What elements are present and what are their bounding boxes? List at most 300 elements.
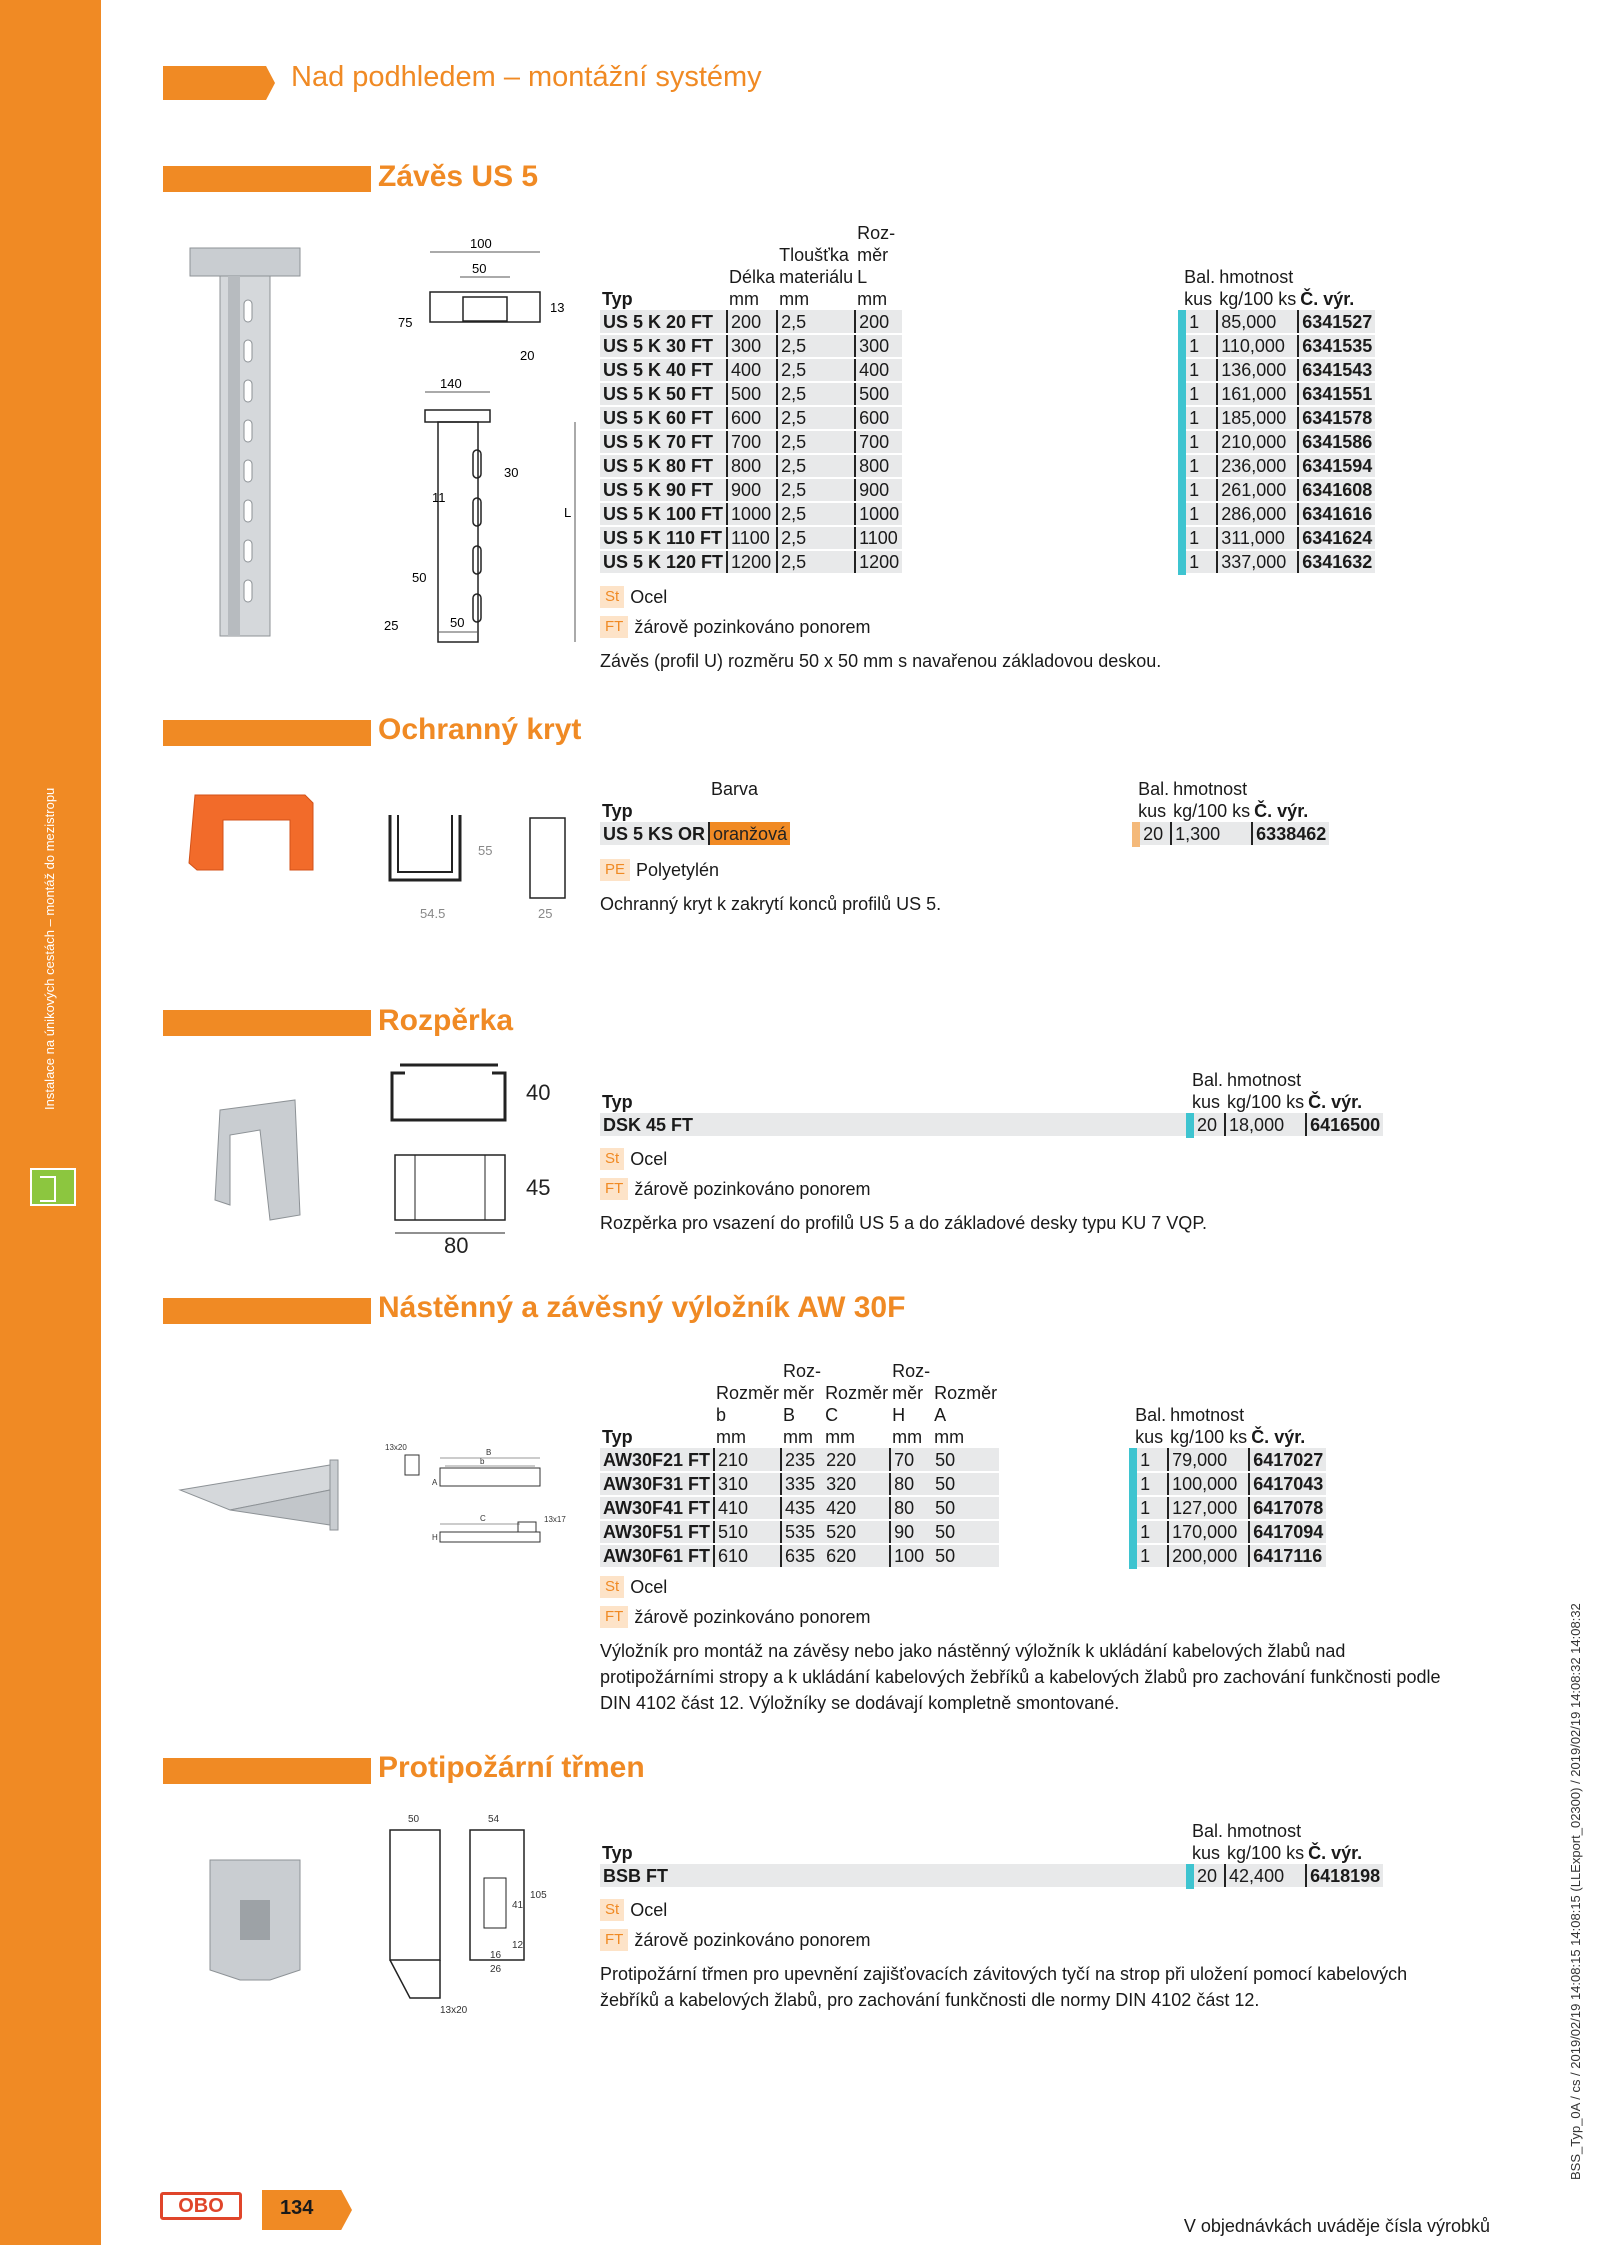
cell-rozmer-l: 400 — [855, 358, 902, 382]
table-row — [600, 430, 1375, 454]
legend-code: St — [600, 1576, 624, 1598]
dim-25: 25 — [384, 618, 399, 633]
legend-code: FT — [600, 616, 628, 638]
cell-tloustka: 2,5 — [777, 430, 855, 454]
us5-drawing — [380, 232, 580, 652]
hdr-bal-2: kus — [1192, 1092, 1221, 1112]
cell-typ: US 5 K 110 FT — [600, 526, 727, 550]
cell-bal: 1 — [1182, 430, 1217, 454]
cell-typ: US 5 K 30 FT — [600, 334, 727, 358]
cell-rozmer-b: 435 — [781, 1496, 823, 1520]
kryt-description: Ochranný kryt k zakrytí konců profilů US 5. — [600, 894, 942, 914]
cell-rozmer-l: 600 — [855, 406, 902, 430]
cell-gap — [902, 334, 1182, 358]
bsb-description: Protipožární třmen pro upevnění zajišťovacích závitových tyčí na strop při uložení pomocí kabelových žebříků a kabelových žlabů, pro zachování funkčnosti dle normy DIN 4102 část 12. — [600, 1964, 1408, 2010]
hdr-cislo-vyrobku: Č. výr. — [1308, 1843, 1363, 1863]
rozperka-dim-40: 40 — [526, 1080, 551, 1105]
hdr-hmotnost-1: hmotnost — [1219, 267, 1294, 287]
cell-cislo-vyrobku: 6341586 — [1298, 430, 1375, 454]
dim-30: 30 — [504, 465, 519, 480]
table-row — [600, 1113, 1383, 1137]
cell-hmotnost: 1,300 — [1171, 822, 1252, 846]
hdr-bal-2: kus — [1184, 289, 1213, 309]
cell-gap — [902, 310, 1182, 334]
cell-cislo-vyrobku: 6417043 — [1249, 1472, 1326, 1496]
legend-code: St — [600, 1899, 624, 1921]
header-tab — [163, 66, 275, 100]
table-row — [600, 550, 1375, 574]
cell-hmotnost: 170,000 — [1168, 1520, 1249, 1544]
dim-11: 11 — [432, 490, 446, 505]
legend-material — [600, 586, 667, 608]
cell-bal: 1 — [1133, 1544, 1168, 1568]
legend-text: žárově pozinkováno ponorem — [634, 1606, 871, 1627]
cell-hmotnost: 286,000 — [1217, 502, 1298, 526]
hdr-rozmer-h-1: měr — [892, 1383, 924, 1403]
cell-typ: US 5 K 60 FT — [600, 406, 727, 430]
cell-rozmer-c: 620 — [823, 1544, 890, 1568]
hdr-typ: Typ — [602, 801, 633, 821]
legend-material — [600, 1148, 667, 1170]
cell-tloustka: 2,5 — [777, 454, 855, 478]
cell-rozmer-c: 320 — [823, 1472, 890, 1496]
hdr-rozmer-b-0: Roz- — [783, 1361, 822, 1381]
hdr-bal-1: Bal. — [1192, 1070, 1224, 1090]
hdr-rozmer-2: měr — [857, 245, 889, 265]
dim-50c: 50 — [450, 615, 465, 630]
cell-rozmer-a: 50 — [932, 1448, 999, 1472]
cell-typ: US 5 K 20 FT — [600, 310, 727, 334]
cell-rozmer-c: 520 — [823, 1520, 890, 1544]
dim-140: 140 — [440, 376, 462, 391]
aw30-dim-13x17: 13x17 — [544, 1515, 566, 1524]
bsb-product-image — [200, 1850, 310, 1990]
hdr-rozmer-a-1: Rozměr — [934, 1383, 998, 1403]
cell-gap — [999, 1496, 1133, 1520]
legend-code: FT — [600, 1178, 628, 1200]
hdr-hmotnost-2: kg/100 ks — [1173, 801, 1251, 821]
hdr-hmotnost-2: kg/100 ks — [1227, 1092, 1305, 1112]
cell-cislo-vyrobku: 6417094 — [1249, 1520, 1326, 1544]
table-row — [600, 526, 1375, 550]
cell-delka: 700 — [727, 430, 777, 454]
legend-finish — [600, 1178, 870, 1200]
cell-bal: 1 — [1182, 478, 1217, 502]
hdr-barva: Barva — [711, 779, 759, 799]
cell-typ: AW30F41 FT — [600, 1496, 714, 1520]
kryt-dim-545: 54.5 — [420, 906, 446, 921]
us5-product-image — [180, 230, 320, 650]
hdr-hmotnost-2: kg/100 ks — [1227, 1843, 1305, 1863]
section-bar — [163, 1758, 371, 1784]
cell-rozmer-l: 700 — [855, 430, 902, 454]
cell-gap — [902, 526, 1182, 550]
cell-hmotnost: 236,000 — [1217, 454, 1298, 478]
bsb-dim-50: 50 — [408, 1814, 420, 1825]
cell-rozmer-b-small: 410 — [714, 1496, 781, 1520]
cell-gap — [902, 502, 1182, 526]
us5-table — [600, 222, 1375, 575]
table-row — [600, 1448, 1326, 1472]
cell-hmotnost: 85,000 — [1217, 310, 1298, 334]
legend-text: žárově pozinkováno ponorem — [634, 1929, 871, 1950]
aw30-dim-b-upper: B — [486, 1448, 492, 1457]
dim-50: 50 — [472, 261, 487, 276]
rozperka-dim-80: 80 — [444, 1233, 469, 1255]
cell-hmotnost: 161,000 — [1217, 382, 1298, 406]
bsb-table — [600, 1820, 1383, 1889]
hdr-bal-1: Bal. — [1135, 1405, 1167, 1425]
cell-bal: 1 — [1182, 454, 1217, 478]
aw30-description: Výložník pro montáž na závěsy nebo jako nástěnný výložník k ukládání kabelových žlabů nad protipožárními stropy a k ukládání kabelových žebříků a kabelových žlabů pro zachování funkčnosti podle DIN 4102 část 12. Výložníky se dodávají kompletně smontované. — [600, 1641, 1441, 1713]
legend-text: žárově pozinkováno ponorem — [634, 616, 871, 637]
dim-50b: 50 — [412, 570, 427, 585]
aw30-dim-h: H — [432, 1533, 438, 1542]
hdr-cislo-vyrobku: Č. výr. — [1300, 289, 1355, 309]
cell-bal: 1 — [1133, 1448, 1168, 1472]
cell-bal: 1 — [1133, 1472, 1168, 1496]
sidebar-chapter-text: Instalace na únikových cestách – montáž do mezistropu — [42, 787, 57, 1110]
kryt-dim-25: 25 — [538, 906, 553, 921]
hdr-cislo-vyrobku: Č. výr. — [1251, 1427, 1306, 1447]
export-meta-text: BSS_Typ_0A / cs / 2019/02/19 14:08:15 14:08:15 (LLExport_02300) / 2019/02/19 14:08:32 14:08:32 — [1568, 1603, 1583, 2180]
cell-rozmer-l: 500 — [855, 382, 902, 406]
hdr-rozmer-b-2: B — [783, 1405, 796, 1425]
cell-rozmer-a: 50 — [932, 1472, 999, 1496]
cell-rozmer-b-small: 610 — [714, 1544, 781, 1568]
cell-hmotnost: 127,000 — [1168, 1496, 1249, 1520]
cell-gap — [902, 430, 1182, 454]
hdr-rozmer-b-1: měr — [783, 1383, 815, 1403]
cell-delka: 1000 — [727, 502, 777, 526]
hdr-unit: mm — [892, 1427, 923, 1447]
cell-rozmer-a: 50 — [932, 1520, 999, 1544]
hdr-typ: Typ — [602, 1843, 633, 1863]
section-title-bsb: Protipožární třmen — [378, 1751, 645, 1784]
hdr-hmotnost-1: hmotnost — [1227, 1821, 1302, 1841]
hdr-rozmer-c-2: C — [825, 1405, 839, 1425]
cell-bal: 1 — [1182, 382, 1217, 406]
cell-rozmer-a: 50 — [932, 1496, 999, 1520]
legend-code: St — [600, 1148, 624, 1170]
legend-code: PE — [600, 859, 630, 881]
cell-hmotnost: 79,000 — [1168, 1448, 1249, 1472]
cell-rozmer-b: 535 — [781, 1520, 823, 1544]
cell-cislo-vyrobku: 6341632 — [1298, 550, 1375, 574]
cell-delka: 800 — [727, 454, 777, 478]
kryt-drawing — [380, 810, 600, 940]
cell-rozmer-l: 1100 — [855, 526, 902, 550]
page-title: Nad podhledem – montážní systémy — [291, 61, 762, 93]
hdr-rozmer-b-small-1: Rozměr — [716, 1383, 780, 1403]
table-row — [600, 310, 1375, 334]
cell-cislo-vyrobku: 6341551 — [1298, 382, 1375, 406]
cell-bal: 1 — [1182, 526, 1217, 550]
legend-material — [600, 1899, 667, 1921]
cell-gap — [902, 406, 1182, 430]
dim-13: 13 — [550, 300, 565, 315]
cell-gap — [999, 1448, 1133, 1472]
cell-rozmer-h: 80 — [890, 1472, 932, 1496]
hdr-rozmer-1: Roz- — [857, 223, 896, 243]
cell-rozmer-b: 235 — [781, 1448, 823, 1472]
side-strip — [0, 0, 101, 2245]
cell-cislo-vyrobku: 6338462 — [1252, 822, 1329, 846]
bsb-dim-13x20: 13x20 — [440, 2005, 468, 2016]
cell-cislo-vyrobku: 6418198 — [1306, 1864, 1383, 1888]
cell-gap — [902, 454, 1182, 478]
cell-typ: DSK 45 FT — [600, 1113, 1190, 1137]
cell-typ: AW30F21 FT — [600, 1448, 714, 1472]
cell-rozmer-h: 90 — [890, 1520, 932, 1544]
cell-hmotnost: 185,000 — [1217, 406, 1298, 430]
hdr-tloustka-2: materiálu — [779, 267, 854, 287]
chapter-icon — [30, 1168, 76, 1206]
legend-text: Ocel — [630, 1148, 668, 1169]
legend-text: Polyetylén — [636, 859, 720, 880]
cell-typ: US 5 K 70 FT — [600, 430, 727, 454]
section-title-aw30: Nástěnný a závěsný výložník AW 30F — [378, 1291, 906, 1324]
bsb-dim-16: 16 — [490, 1950, 502, 1961]
cell-rozmer-c: 220 — [823, 1448, 890, 1472]
cell-gap — [999, 1472, 1133, 1496]
cell-tloustka: 2,5 — [777, 358, 855, 382]
hdr-unit: mm — [934, 1427, 965, 1447]
legend-material — [600, 859, 719, 881]
cell-rozmer-b: 635 — [781, 1544, 823, 1568]
hdr-typ: Typ — [602, 1092, 633, 1112]
cell-cislo-vyrobku: 6341527 — [1298, 310, 1375, 334]
table-row — [600, 822, 1329, 846]
aw30-dim-a: A — [432, 1478, 438, 1487]
bsb-dim-26: 26 — [490, 1964, 502, 1975]
rozperka-product-image — [200, 1090, 310, 1230]
bsb-dim-12: 12 — [512, 1940, 524, 1951]
cell-delka: 300 — [727, 334, 777, 358]
legend-material — [600, 1576, 667, 1598]
table-row — [600, 1496, 1326, 1520]
cell-rozmer-h: 100 — [890, 1544, 932, 1568]
cell-hmotnost: 42,400 — [1225, 1864, 1306, 1888]
legend-finish — [600, 616, 870, 638]
aw30-product-image — [170, 1440, 350, 1560]
cell-delka: 400 — [727, 358, 777, 382]
hdr-rozmer-3: L — [857, 267, 868, 287]
cell-delka: 1200 — [727, 550, 777, 574]
cell-tloustka: 2,5 — [777, 478, 855, 502]
cell-cislo-vyrobku: 6341535 — [1298, 334, 1375, 358]
hdr-rozmer-h-2: H — [892, 1405, 906, 1425]
cell-hmotnost: 110,000 — [1217, 334, 1298, 358]
cell-cislo-vyrobku: 6341616 — [1298, 502, 1375, 526]
table-row — [600, 454, 1375, 478]
obo-logo: OBO — [160, 2192, 242, 2220]
table-row — [600, 1864, 1383, 1888]
cell-tloustka: 2,5 — [777, 406, 855, 430]
cell-delka: 200 — [727, 310, 777, 334]
cell-gap — [902, 382, 1182, 406]
bsb-drawing — [380, 1808, 560, 2028]
hdr-bal-2: kus — [1192, 1843, 1221, 1863]
cell-tloustka: 2,5 — [777, 310, 855, 334]
dim-75: 75 — [398, 315, 413, 330]
aw30-dim-c: C — [480, 1514, 486, 1523]
cell-hmotnost: 210,000 — [1217, 430, 1298, 454]
bsb-dim-105: 105 — [530, 1890, 547, 1901]
cell-hmotnost: 311,000 — [1217, 526, 1298, 550]
footer-note: V objednávkách uváděje čísla výrobků — [1183, 2216, 1490, 2236]
cell-tloustka: 2,5 — [777, 502, 855, 526]
hdr-bal-1: Bal. — [1192, 1821, 1224, 1841]
legend-text: Ocel — [630, 1899, 668, 1920]
cell-typ: AW30F51 FT — [600, 1520, 714, 1544]
cell-typ: US 5 K 40 FT — [600, 358, 727, 382]
cell-bal: 1 — [1182, 550, 1217, 574]
table-row — [600, 382, 1375, 406]
cell-rozmer-c: 420 — [823, 1496, 890, 1520]
section-bar — [163, 1010, 371, 1036]
cell-delka: 900 — [727, 478, 777, 502]
table-row — [600, 334, 1375, 358]
hdr-unit: mm — [783, 1427, 814, 1447]
cell-hmotnost: 136,000 — [1217, 358, 1298, 382]
cell-cislo-vyrobku: 6417116 — [1249, 1544, 1326, 1568]
legend-text: žárově pozinkováno ponorem — [634, 1178, 871, 1199]
hdr-typ: Typ — [602, 289, 633, 309]
cell-rozmer-l: 800 — [855, 454, 902, 478]
cell-cislo-vyrobku: 6416500 — [1306, 1113, 1383, 1137]
section-title-rozperka: Rozpěrka — [378, 1004, 514, 1037]
cell-typ: AW30F31 FT — [600, 1472, 714, 1496]
table-row — [600, 1472, 1326, 1496]
cell-typ: US 5 K 100 FT — [600, 502, 727, 526]
cell-gap — [790, 822, 1136, 846]
legend-finish — [600, 1929, 870, 1951]
hdr-cislo-vyrobku: Č. výr. — [1254, 801, 1309, 821]
hdr-unit: mm — [825, 1427, 856, 1447]
legend-code: FT — [600, 1606, 628, 1628]
table-row — [600, 502, 1375, 526]
cell-hmotnost: 261,000 — [1217, 478, 1298, 502]
cell-tloustka: 2,5 — [777, 550, 855, 574]
bsb-dim-41: 41 — [512, 1900, 524, 1911]
cell-cislo-vyrobku: 6341624 — [1298, 526, 1375, 550]
cell-gap — [999, 1544, 1133, 1568]
cell-bal: 1 — [1182, 406, 1217, 430]
hdr-delka-unit: mm — [729, 289, 760, 309]
hdr-hmotnost-1: hmotnost — [1173, 779, 1248, 799]
cell-hmotnost: 18,000 — [1225, 1113, 1306, 1137]
legend-finish — [600, 1606, 870, 1628]
rozperka-description: Rozpěrka pro vsazení do profilů US 5 a do základové desky typu KU 7 VQP. — [600, 1213, 1207, 1233]
aw30-dim-b: b — [480, 1457, 485, 1466]
table-row — [600, 1520, 1326, 1544]
cell-rozmer-h: 70 — [890, 1448, 932, 1472]
cell-typ: US 5 KS OR — [600, 822, 709, 846]
cell-rozmer-b-small: 510 — [714, 1520, 781, 1544]
cell-bal: 1 — [1133, 1496, 1168, 1520]
cell-bal: 20 — [1190, 1864, 1225, 1888]
cell-cislo-vyrobku: 6417027 — [1249, 1448, 1326, 1472]
cell-bal: 1 — [1182, 334, 1217, 358]
hdr-tloustka-unit: mm — [779, 289, 810, 309]
aw30-dim-13x20: 13x20 — [385, 1443, 407, 1452]
cell-rozmer-l: 200 — [855, 310, 902, 334]
hdr-bal-2: kus — [1135, 1427, 1164, 1447]
dim-20: 20 — [520, 348, 535, 363]
section-bar — [163, 1298, 371, 1324]
legend-text: Ocel — [630, 586, 668, 607]
hdr-tloustka-1: Tloušťka — [779, 245, 849, 265]
cell-rozmer-l: 300 — [855, 334, 902, 358]
page-number: 134 — [280, 2197, 314, 2219]
cell-tloustka: 2,5 — [777, 334, 855, 358]
cell-bal: 1 — [1182, 310, 1217, 334]
dim-l: L — [564, 505, 572, 520]
us5-description: Závěs (profil U) rozměru 50 x 50 mm s navařenou základovou deskou. — [600, 651, 1162, 671]
cell-rozmer-b-small: 310 — [714, 1472, 781, 1496]
cell-delka: 600 — [727, 406, 777, 430]
hdr-typ: Typ — [602, 1427, 633, 1447]
table-row — [600, 478, 1375, 502]
hdr-hmotnost-1: hmotnost — [1170, 1405, 1245, 1425]
kryt-dim-55: 55 — [478, 843, 493, 858]
table-row — [600, 358, 1375, 382]
hdr-hmotnost-2: kg/100 ks — [1170, 1427, 1248, 1447]
cell-tloustka: 2,5 — [777, 526, 855, 550]
cell-rozmer-l: 1200 — [855, 550, 902, 574]
section-bar — [163, 166, 371, 192]
cell-typ: US 5 K 50 FT — [600, 382, 727, 406]
cell-rozmer-a: 50 — [932, 1544, 999, 1568]
legend-code: St — [600, 586, 624, 608]
hdr-hmotnost-2: kg/100 ks — [1219, 289, 1297, 309]
cell-bal: 20 — [1190, 1113, 1225, 1137]
rozperka-table — [600, 1069, 1383, 1138]
hdr-delka: Délka — [729, 267, 776, 287]
hdr-rozmer-h-0: Roz- — [892, 1361, 931, 1381]
kryt-table — [600, 778, 1329, 847]
kryt-product-image — [185, 785, 320, 885]
cell-typ: BSB FT — [600, 1864, 1190, 1888]
aw30-table — [600, 1360, 1326, 1569]
cell-hmotnost: 200,000 — [1168, 1544, 1249, 1568]
cell-hmotnost: 337,000 — [1217, 550, 1298, 574]
rozperka-dim-45: 45 — [526, 1175, 551, 1200]
cell-cislo-vyrobku: 6341543 — [1298, 358, 1375, 382]
bsb-dim-54: 54 — [488, 1814, 500, 1825]
cell-cislo-vyrobku: 6417078 — [1249, 1496, 1326, 1520]
cell-rozmer-h: 80 — [890, 1496, 932, 1520]
hdr-rozmer-unit: mm — [857, 289, 888, 309]
cell-gap — [902, 550, 1182, 574]
cell-cislo-vyrobku: 6341578 — [1298, 406, 1375, 430]
hdr-cislo-vyrobku: Č. výr. — [1308, 1092, 1363, 1112]
cell-delka: 1100 — [727, 526, 777, 550]
cell-gap — [999, 1520, 1133, 1544]
cell-rozmer-l: 1000 — [855, 502, 902, 526]
cell-barva: oranžová — [709, 822, 790, 846]
hdr-rozmer-a-2: A — [934, 1405, 947, 1425]
hdr-bal-2: kus — [1138, 801, 1167, 821]
hdr-bal-1: Bal. — [1138, 779, 1170, 799]
aw30-drawing — [380, 1440, 580, 1570]
cell-rozmer-l: 900 — [855, 478, 902, 502]
table-row — [600, 406, 1375, 430]
table-row — [600, 1544, 1326, 1568]
section-title-kryt: Ochranný kryt — [378, 713, 582, 746]
hdr-bal-1: Bal. — [1184, 267, 1216, 287]
